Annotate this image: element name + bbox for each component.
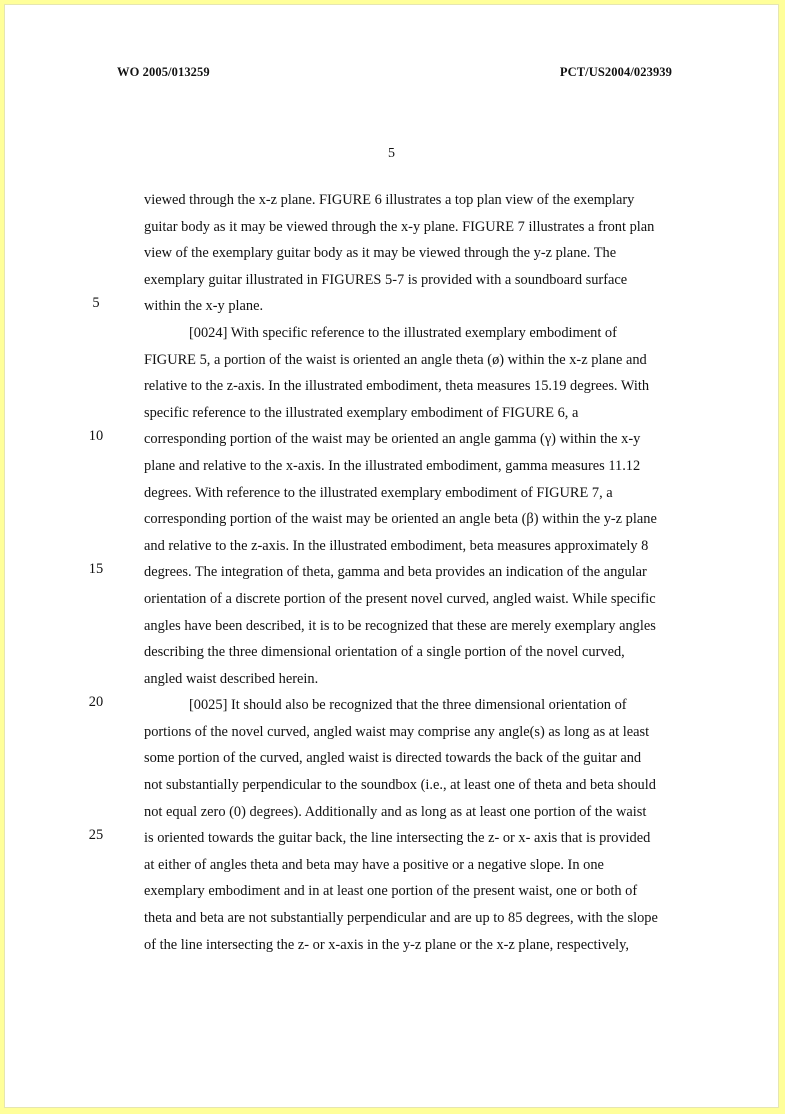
text-line: orientation of a discrete portion of the present novel curved, angled waist. While specific bbox=[144, 590, 656, 607]
text-line: degrees. With reference to the illustrated exemplary embodiment of FIGURE 7, a bbox=[144, 484, 613, 501]
text-line: view of the exemplary guitar body as it may be viewed through the y-z plane. The bbox=[144, 245, 617, 262]
publication-number: WO 2005/013259 bbox=[117, 65, 210, 79]
text-line: exemplary embodiment and in at least one portion of the present waist, one or both of bbox=[144, 883, 638, 900]
text-line: within the x-y plane. bbox=[144, 298, 264, 315]
text-line: relative to the z-axis. In the illustrated embodiment, theta measures 15.19 degrees. With bbox=[144, 378, 650, 395]
text-line: FIGURE 5, a portion of the waist is oriented an angle theta (ø) within the x-z plane and bbox=[144, 351, 647, 368]
text-line: not substantially perpendicular to the soundbox (i.e., at least one of theta and beta should bbox=[144, 777, 656, 794]
text-line: describing the three dimensional orientation of a single portion of the novel curved, bbox=[144, 644, 625, 661]
document-page bbox=[5, 5, 778, 1107]
text-line: angles have been described, it is to be recognized that these are merely exemplary angles bbox=[144, 617, 656, 634]
text-line: some portion of the curved, angled waist is directed towards the back of the guitar and bbox=[144, 750, 642, 767]
paragraph-0024-start: [0024] With specific reference to the illustrated exemplary embodiment of bbox=[189, 324, 617, 341]
application-number: PCT/US2004/023939 bbox=[559, 65, 672, 79]
text-line: degrees. The integration of theta, gamma and beta provides an indication of the angular bbox=[144, 564, 647, 581]
text-line: plane and relative to the x-axis. In the illustrated embodiment, gamma measures 11.12 bbox=[144, 457, 641, 474]
text-line: specific reference to the illustrated exemplary embodiment of FIGURE 6, a bbox=[144, 404, 579, 421]
page-number: 5 bbox=[388, 146, 395, 161]
text-line: corresponding portion of the waist may be oriented an angle beta (β) within the y-z plane bbox=[144, 511, 657, 528]
text-line: angled waist described herein. bbox=[144, 670, 319, 687]
text-line: not equal zero (0) degrees). Additionally and as long as at least one portion of the waist bbox=[144, 803, 647, 820]
text-line: theta and beta are not substantially perpendicular and are up to 85 degrees, with the slope bbox=[144, 910, 658, 927]
line-number: 20 bbox=[88, 694, 104, 710]
line-number: 15 bbox=[88, 561, 104, 577]
text-line: is oriented towards the guitar back, the line intersecting the z- or x- axis that is provided bbox=[144, 830, 651, 847]
text-line: and relative to the z-axis. In the illustrated embodiment, beta measures approximately 8 bbox=[144, 537, 649, 554]
text-line: corresponding portion of the waist may be oriented an angle gamma (γ) within the x-y bbox=[144, 431, 641, 448]
line-number: 25 bbox=[88, 827, 104, 843]
text-line: guitar body as it may be viewed through the x-y plane. FIGURE 7 illustrates a front plan bbox=[144, 218, 655, 235]
paragraph-0025-start: [0025] It should also be recognized that the three dimensional orientation of bbox=[189, 697, 627, 714]
line-number: 5 bbox=[92, 295, 100, 311]
text-line: exemplary guitar illustrated in FIGURES 5-7 is provided with a soundboard surface bbox=[144, 271, 628, 288]
text-line: viewed through the x-z plane. FIGURE 6 illustrates a top plan view of the exemplary bbox=[144, 192, 635, 208]
body-text bbox=[144, 187, 704, 958]
text-line: portions of the novel curved, angled waist may comprise any angle(s) as long as at least bbox=[144, 723, 650, 740]
line-number: 10 bbox=[88, 428, 104, 444]
text-line: of the line intersecting the z- or x-axis in the y-z plane or the x-z plane, respectively, bbox=[144, 936, 629, 953]
text-line: at either of angles theta and beta may have a positive or a negative slope. In one bbox=[144, 856, 604, 873]
